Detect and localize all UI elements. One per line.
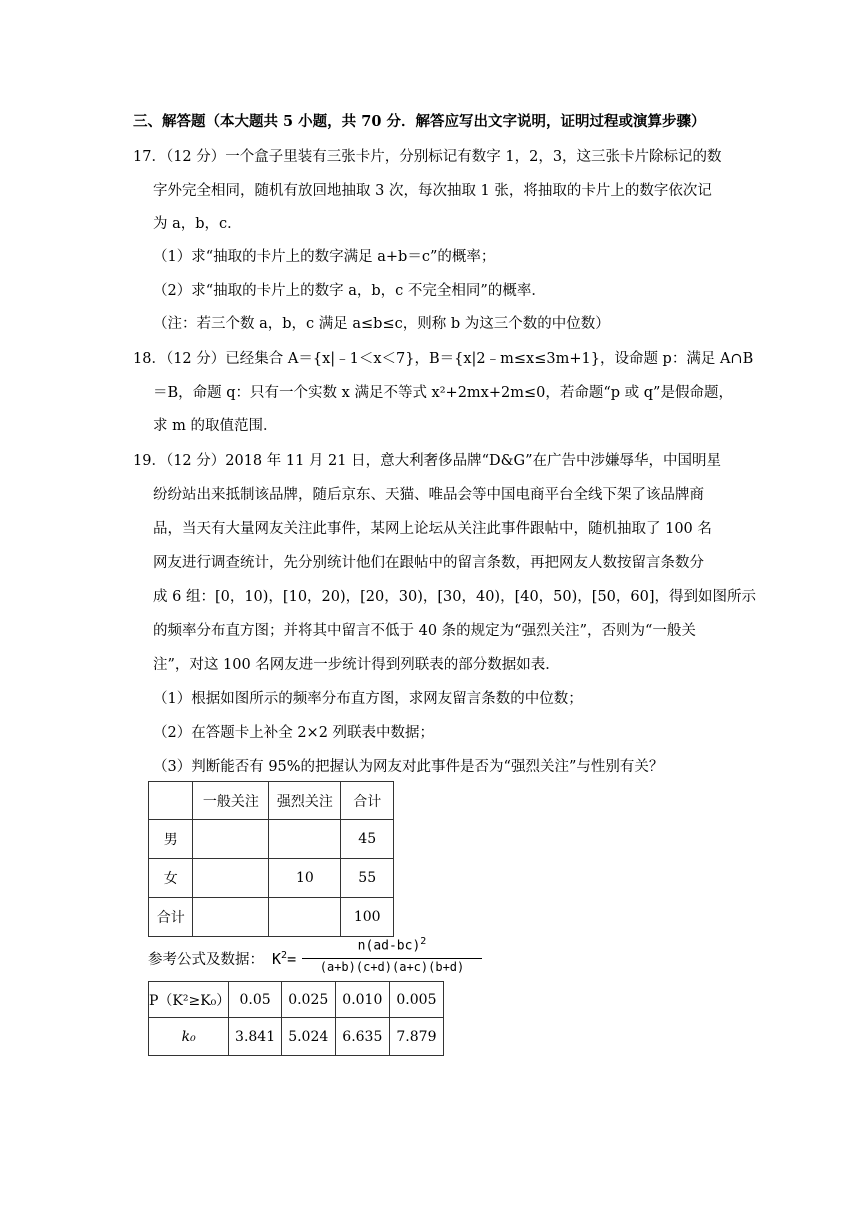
q17-note: （注：若三个数 a，b，c 满足 a≤b≤c，则称 b 为这三个数的中位数） [153,316,610,332]
table-cell: 3.841 [229,1018,281,1056]
q17-part-2: （2）求“抽取的卡片上的数字 a，b，c 不完全相同”的概率． [153,283,546,299]
formula-denominator: (a+b)(c+d)(a+c)(b+d) [319,960,465,974]
table-cell: 6.635 [335,1018,389,1056]
table-cell: 0.05 [229,982,281,1018]
q17-line-2: 字外完全相同，随机有放回地抽取 3 次，每次抽取 1 张，将抽取的卡片上的数字依次记 [153,183,712,199]
q18-line-2: ＝B，命题 q：只有一个实数 x 满足不等式 x²+2mx+2m≤0，若命题“p 或 q”是假命题， [153,385,733,401]
table-row [149,1018,444,1056]
formula-eq: = [287,950,297,968]
table-cell [269,820,341,859]
q19-part-1: （1）根据如图所示的频率分布直方图，求网友留言条数的中位数； [153,691,583,707]
table-row [149,859,394,898]
table-cell: 女 [149,859,193,898]
q19-line-5: 成 6 组：[0，10)，[10，20)，[20，30)，[30，40)，[40，50)，[50，60]，得到如图所示 [153,589,757,605]
table-cell: 5.024 [281,1018,335,1056]
formula-numerator-sup: 2 [420,936,427,947]
section-header: 三、解答题（本大题共 5 小题，共 70 分．解答应写出文字说明，证明过程或演算步骤） [133,113,706,130]
table-header-cell: 强烈关注 [269,782,341,820]
q17-part-1: （1）求“抽取的卡片上的数字满足 a+b＝c”的概率； [153,249,496,265]
q18-line-3: 求 m 的取值范围． [153,418,278,434]
critical-value-table [148,981,444,1056]
q19-line-2: 纷纷站出来抵制该品牌，随后京东、天猫、唯品会等中国电商平台全线下架了该品牌商 [153,487,704,503]
formula-numerator: n(ad-bc) [357,938,421,954]
table-cell [193,898,269,937]
q18-line-1: 18．（12 分）已经集合 A＝{x|﹣1＜x＜7}，B＝{x|2﹣m≤x≤3m+1}，设命题 p：满足 A∩B [133,351,754,367]
q19-line-1: 19．（12 分）2018 年 11 月 21 日，意大利奢侈品牌“D&G”在广告中涉嫌辱华，中国明星 [133,453,722,469]
table-header-cell: 合计 [341,782,394,820]
table-cell: 55 [341,859,394,898]
q17-line-1: 17．（12 分）一个盒子里装有三张卡片，分别标记有数字 1，2，3，这三张卡片除标记的数 [133,149,722,165]
formula-lhs-sup: 2 [281,950,288,961]
contingency-table [148,781,394,937]
table-cell: k₀ [149,1018,229,1056]
table-cell: 合计 [149,898,193,937]
q19-line-3: 品，当天有大量网友关注此事件，某网上论坛从关注此事件跟帖中，随机抽取了 100 名 [153,521,712,537]
table-cell: 0.005 [389,982,443,1018]
table-cell: 0.010 [335,982,389,1018]
table-cell [193,859,269,898]
formula-label: 参考公式及数据： [148,952,264,968]
table-cell: 男 [149,820,193,859]
table-row [149,820,394,859]
table-cell: 100 [341,898,394,937]
table-cell: P（K²≥K₀） [149,982,229,1018]
table-cell [193,820,269,859]
q19-line-6: 的频率分布直方图；并将其中留言不低于 40 条的规定为“强烈关注”，否则为“一般关 [153,623,696,639]
q19-line-4: 网友进行调查统计，先分别统计他们在跟帖中的留言条数，再把网友人数按留言条数分 [153,555,704,571]
table-header-cell: 一般关注 [193,782,269,820]
table-row [149,982,444,1018]
q19-part-3: （3）判断能否有 95%的把握认为网友对此事件是否为“强烈关注”与性别有关？ [153,759,664,775]
fraction-bar [302,958,482,959]
formula-lhs: K [272,950,282,968]
table-cell [269,898,341,937]
q19-line-7: 注”，对这 100 名网友进一步统计得到列联表的部分数据如表． [153,657,560,673]
q17-line-3: 为 a，b，c． [153,216,242,232]
table-row [149,898,394,937]
k2-formula [272,936,492,980]
table-cell: 10 [269,859,341,898]
q19-part-2: （2）在答题卡上补全 2×2 列联表中数据； [153,725,435,741]
table-cell: 0.025 [281,982,335,1018]
table-header-cell [149,782,193,820]
table-cell: 7.879 [389,1018,443,1056]
table-cell: 45 [341,820,394,859]
